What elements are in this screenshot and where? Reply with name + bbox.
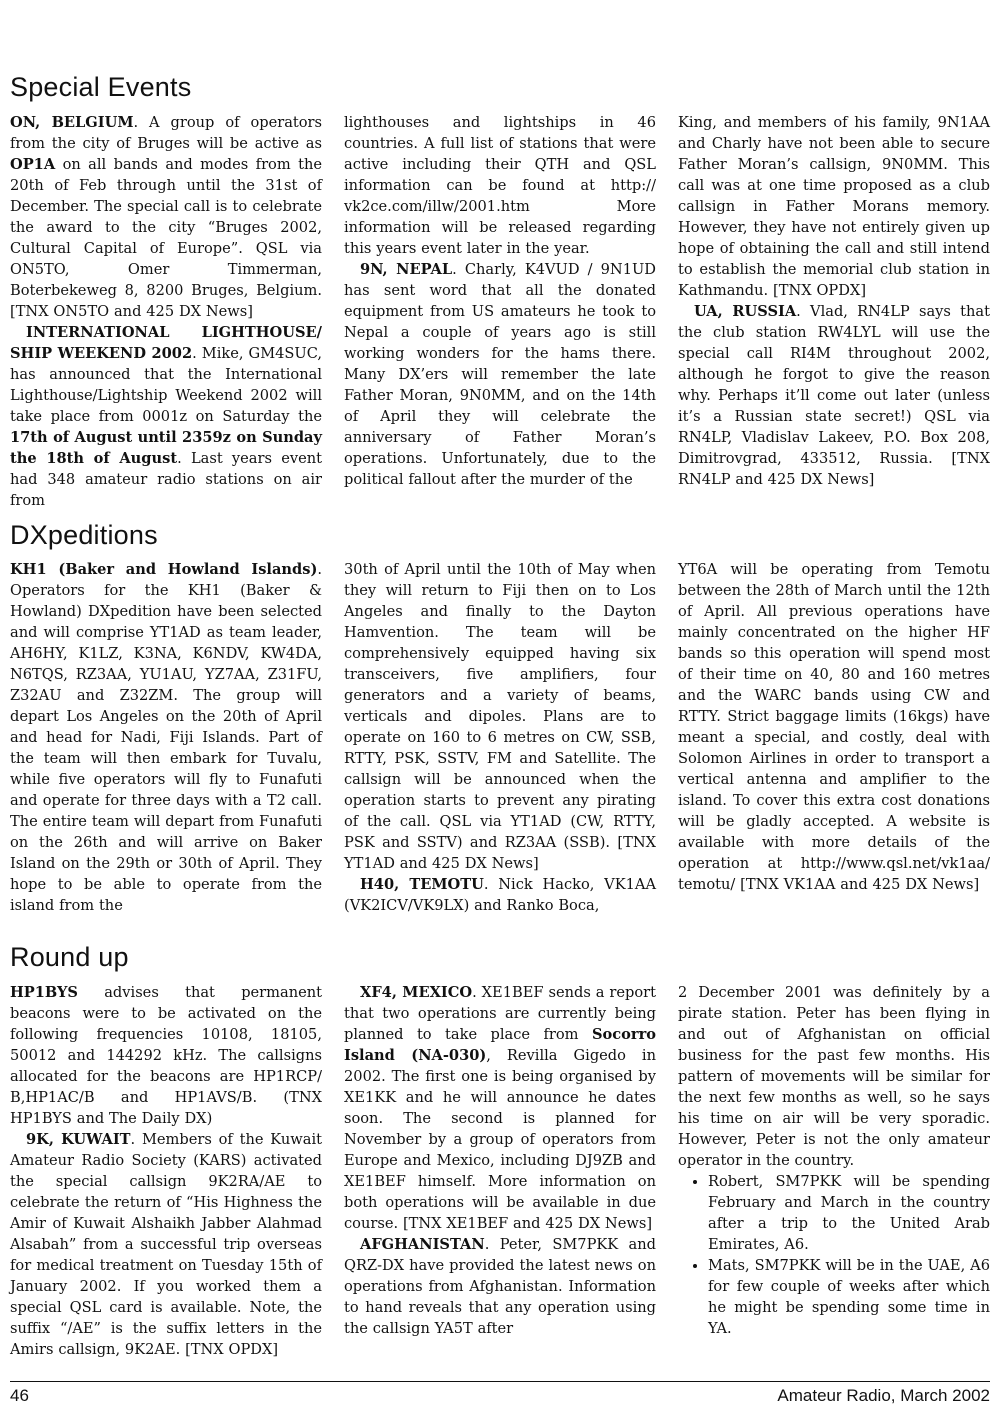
bullet-list [678, 1171, 990, 1339]
article-paragraph: 30th of April until the 10th of May when they will return to Fiji then on to Los Angeles and finally to the Dayton Hamvention. The team will be comprehensively equipped having six transceivers, five amplifiers, four generators and a variety of beams, verticals and dipoles. Plans are to operate on 160 to 6 metres on CW, SSB, RTTY, PSK, SSTV, FM and Satellite. The callsign will be announced when the operation starts to prevent any pirating of the call. QSL via YT1AD (CW, RTTY, PSK and SSTV) and RZ3AA (SSB). [TNX YT1AD and 425 DX News] [344, 561, 656, 872]
list-item: • Mats, SM7PKK will be in the UAE, A6 for few couple of weeks after which he might be spending some time in YA. [708, 1255, 990, 1339]
article-paragraph: XF4, MEXICO. XE1BEF sends a report that two operations are currently being planned to take place from Socorro Island (NA-030), Revilla Gigedo in 2002. The first one is being organised by XE1KK and he will announce he dates soon. The second is planned for November by a group of operators from Europe and Mexico, including DJ9ZB and XE1BEF himself. More information on both operations will be available in due course. [TNX XE1BEF and 425 DX News] [344, 984, 656, 1232]
article-paragraph: ON, BELGIUM. A group of operators from the city of Bruges will be active as OP1A on all bands and modes from the 20th of Feb through until the 31st of December. The special call is to celebrate the award to the city “Bruges 2002, Cultural Capital of Europe”. QSL via ON5TO, Omer Timmerman, Boterbekeweg 8, 8200 Bruges, Belgium. [TNX ON5TO and 425 DX News] [10, 114, 323, 320]
special-events-body [10, 112, 990, 511]
article-heading: AFGHANISTAN [360, 1236, 485, 1253]
dxpeditions-body [10, 559, 990, 916]
article-paragraph: INTERNATIONAL LIGHTHOUSE/ SHIP WEEKEND 2002. Mike, GM4SUC, has announced that the International Lighthouse/Lightship Weekend 2002 will take place from 0001z on Saturday the 17th of August until 2359z on Sunday the 18th of August. Last years event had 348 amateur radio stations on air from [10, 324, 323, 509]
dxpeditions-col-2 [344, 559, 656, 916]
article-paragraph: King, and members of his family, 9N1AA and Charly have not been able to secure Father Moran’s callsign, 9N0MM. This call was at one time proposed as a club callsign in Father Morans memory. However, they have not entirely given up hope of obtaining the call and still intend to establish the memorial club station in Kathmandu. [TNX OPDX] [678, 114, 990, 299]
magazine-issue: Amateur Radio, March 2002 [777, 1386, 990, 1405]
article-paragraph: 2 December 2001 was definitely by a pirate station. Peter has been flying in and out of Afghanistan on official business for the past few months. His pattern of movements will be similar for the next few months as well, so he says his time on air will be very sporadic. However, Peter is not the only amateur operator in the country. [678, 984, 990, 1169]
article-paragraph: HP1BYS advises that permanent beacons were to be activated on the following frequencies 10108, 18105, 50012 and 144292 kHz. The callsigns allocated for the beacons are HP1RCP/ B,HP1AC/B and HP1AVS/B. (TNX HP1BYS and The Daily DX) [10, 984, 322, 1127]
list-item: • Robert, SM7PKK will be spending February and March in the country after a trip to the United Arab Emirates, A6. [708, 1171, 990, 1255]
article-heading: UA, RUSSIA [694, 303, 797, 320]
article-paragraph: H40, TEMOTU. Nick Hacko, VK1AA (VK2ICV/VK9LX) and Ranko Boca, [344, 876, 656, 914]
article-paragraph: 9K, KUWAIT. Members of the Kuwait Amateur Radio Society (KARS) activated the special callsign 9K2RA/AE to celebrate the return of “His Highness the Amir of Kuwait Alshaikh Jabber Alahmad Alsabah” from a successful trip overseas for medical treatment on Tuesday 15th of January 2002. If you worked them a special QSL card is available. Note, the suffix “/AE” is the suffix letters in the Amirs callsign, 9K2AE. [TNX OPDX] [10, 1131, 322, 1358]
special-events-col-2 [344, 112, 656, 511]
footer-rule [10, 1381, 990, 1382]
round-up-col-1 [10, 982, 322, 1360]
round-up-body [10, 982, 990, 1360]
section-title-special-events: Special Events [10, 72, 192, 102]
special-events-col-1 [10, 112, 322, 511]
dxpeditions-col-3 [678, 559, 990, 916]
special-events-col-3 [678, 112, 990, 511]
page-number: 46 [10, 1386, 29, 1405]
article-paragraph: KH1 (Baker and Howland Islands). Operators for the KH1 (Baker & Howland) DXpedition have been selected and will comprise YT1AD as team leader, AH6HY, K1LZ, K3NA, K6NDV, KW4DA, N6TQS, RZ3AA, YU1AU, YZ7AA, Z31FU, Z32AU and Z32ZM. The group will depart Los Angeles on the 20th of April and head for Nadi, Fiji Islands. Part of the team will then embark for Tuvalu, while five operators will fly to Funafuti and operate for three days with a T2 call. The entire team will depart from Funafuti on the 26th and will arrive on Baker Island on the 29th or 30th of April. They hope to be able to operate from the island from the [10, 561, 322, 914]
article-paragraph: AFGHANISTAN. Peter, SM7PKK and QRZ-DX have provided the latest news on operations from Afghanistan. Information to hand reveals that any operation using the callsign YA5T after [344, 1236, 656, 1337]
section-title-dxpeditions: DXpeditions [10, 520, 158, 550]
article-heading: HP1BYS [10, 984, 78, 1001]
section-title-round-up: Round up [10, 942, 129, 972]
article-heading: KH1 (Baker and Howland Islands) [10, 561, 318, 578]
dxpeditions-col-1 [10, 559, 322, 916]
article-heading: H40, TEMOTU [360, 876, 484, 893]
article-heading: 9K, KUWAIT [26, 1131, 131, 1148]
article-paragraph: UA, RUSSIA. Vlad, RN4LP says that the club station RW4LYL will use the special call RI4M throughout 2002, although he forgot to give the reason why. Perhaps it’ll come out later (unless it’s a Russian state secret!) QSL via RN4LP, Vladislav Lakeev, P.O. Box 208, Dimitrovgrad, 433512, Russia. [TNX RN4LP and 425 DX News] [678, 303, 990, 488]
article-paragraph: lighthouses and lightships in 46 countries. A full list of stations that were active including their QTH and QSL information can be found at http:// vk2ce.com/illw/2001.htm More information will be released regarding this years event later in the year. [344, 114, 656, 257]
article-heading: ON, BELGIUM [10, 114, 134, 131]
article-heading: INTERNATIONAL LIGHTHOUSE/ SHIP WEEKEND 2002 [10, 324, 322, 362]
round-up-col-3 [678, 982, 990, 1360]
article-heading: 9N, NEPAL [360, 261, 453, 278]
article-heading: XF4, MEXICO [360, 984, 473, 1001]
article-paragraph: YT6A will be operating from Temotu between the 28th of March until the 12th of April. All previous operations have mainly concentrated on the higher HF bands so this operation will spend most of their time on 40, 80 and 160 metres and the WARC bands using CW and RTTY. Strict baggage limits (16kgs) have meant a special, and costly, deal with Solomon Airlines in order to transport a vertical antenna and amplifier to the island. To cover this extra cost donations will be gladly accepted. A website is available with more details of the operation at http://www.qsl.net/vk1aa/ temotu/ [TNX VK1AA and 425 DX News] [678, 561, 990, 893]
article-paragraph: 9N, NEPAL. Charly, K4VUD / 9N1UD has sent word that all the donated equipment from US amateurs he took to Nepal a couple of years ago is still working wonders for the hams there. Many DX’ers will remember the late Father Moran, 9N0MM, and on the 14th of April they will celebrate the anniversary of Father Moran’s operations. Unfortunately, due to the political fallout after the murder of the [344, 261, 656, 488]
round-up-col-2 [344, 982, 656, 1360]
